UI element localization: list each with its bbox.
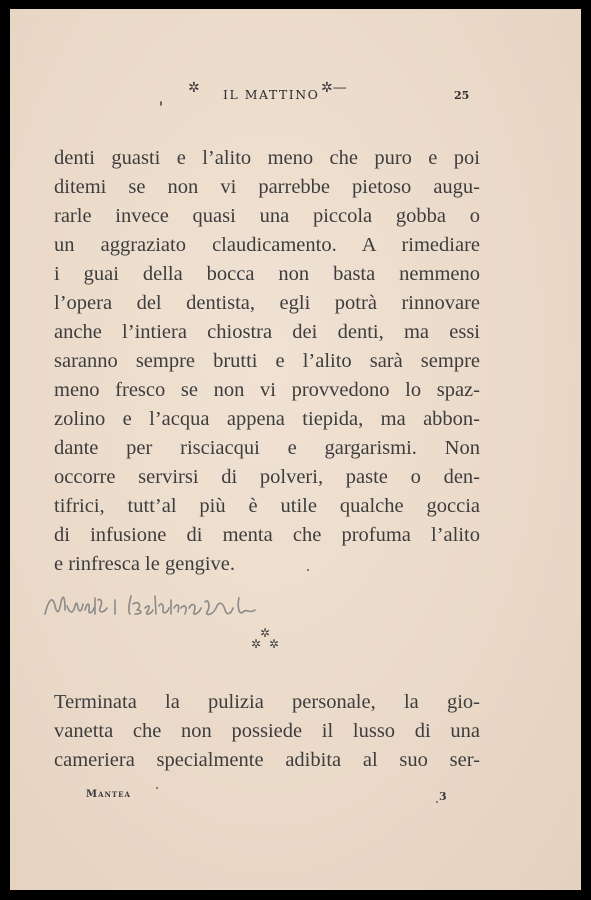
- body-line: tifrici, tutt’al più è utile qualche goccia: [54, 495, 480, 517]
- body-line: e rinfresca le gengive.: [54, 553, 235, 575]
- body-line: saranno sempre brutti e l’alito sarà sempre: [54, 350, 480, 372]
- body-line: cameriera specialmente adibita al suo ser-: [54, 749, 480, 771]
- body-line: un aggraziato claudicamento. A rimediare: [54, 234, 480, 256]
- footer-author: Mantea: [86, 789, 131, 800]
- body-line: l’opera del dentista, egli potrà rinnovare: [54, 292, 480, 314]
- body-line: meno fresco se non vi provvedono lo spaz-: [54, 379, 480, 401]
- footer-signature-mark: 3: [439, 790, 447, 803]
- body-line: dante per risciacqui e gargarismi. Non: [54, 437, 480, 459]
- paper-speck: [160, 101, 162, 106]
- running-head-title: IL MATTINO: [223, 87, 320, 102]
- paper-speck: [307, 569, 309, 571]
- paper-speck: [436, 801, 438, 803]
- body-line: denti guasti e l’alito meno che puro e poi: [54, 147, 480, 169]
- paper-speck: [156, 787, 158, 789]
- page-number: 25: [454, 89, 470, 102]
- header-right-ornament: ✲—: [321, 80, 347, 96]
- book-page: [10, 9, 581, 890]
- handwritten-signature: [43, 584, 278, 626]
- header-left-ornament: ✲: [188, 80, 200, 96]
- body-line: i guai della bocca non basta nemmeno: [54, 263, 480, 285]
- body-line: rarle invece quasi una piccola gobba o: [54, 205, 480, 227]
- body-line: ditemi se non vi parrebbe pietoso augu-: [54, 176, 480, 198]
- body-line: anche l’intiera chiostra dei denti, ma essi: [54, 321, 480, 343]
- body-line: occorre servirsi di polveri, paste o den-: [54, 466, 480, 488]
- body-line: vanetta che non possiede il lusso di una: [54, 720, 480, 742]
- body-line: zolino e l’acqua appena tiepida, ma abbon-: [54, 408, 480, 430]
- section-break-asterism: ✲ ✲ ✲: [251, 626, 280, 651]
- body-line: di infusione di menta che profuma l’alito: [54, 524, 480, 546]
- body-line-new-paragraph: Terminata la pulizia personale, la gio-: [54, 691, 480, 713]
